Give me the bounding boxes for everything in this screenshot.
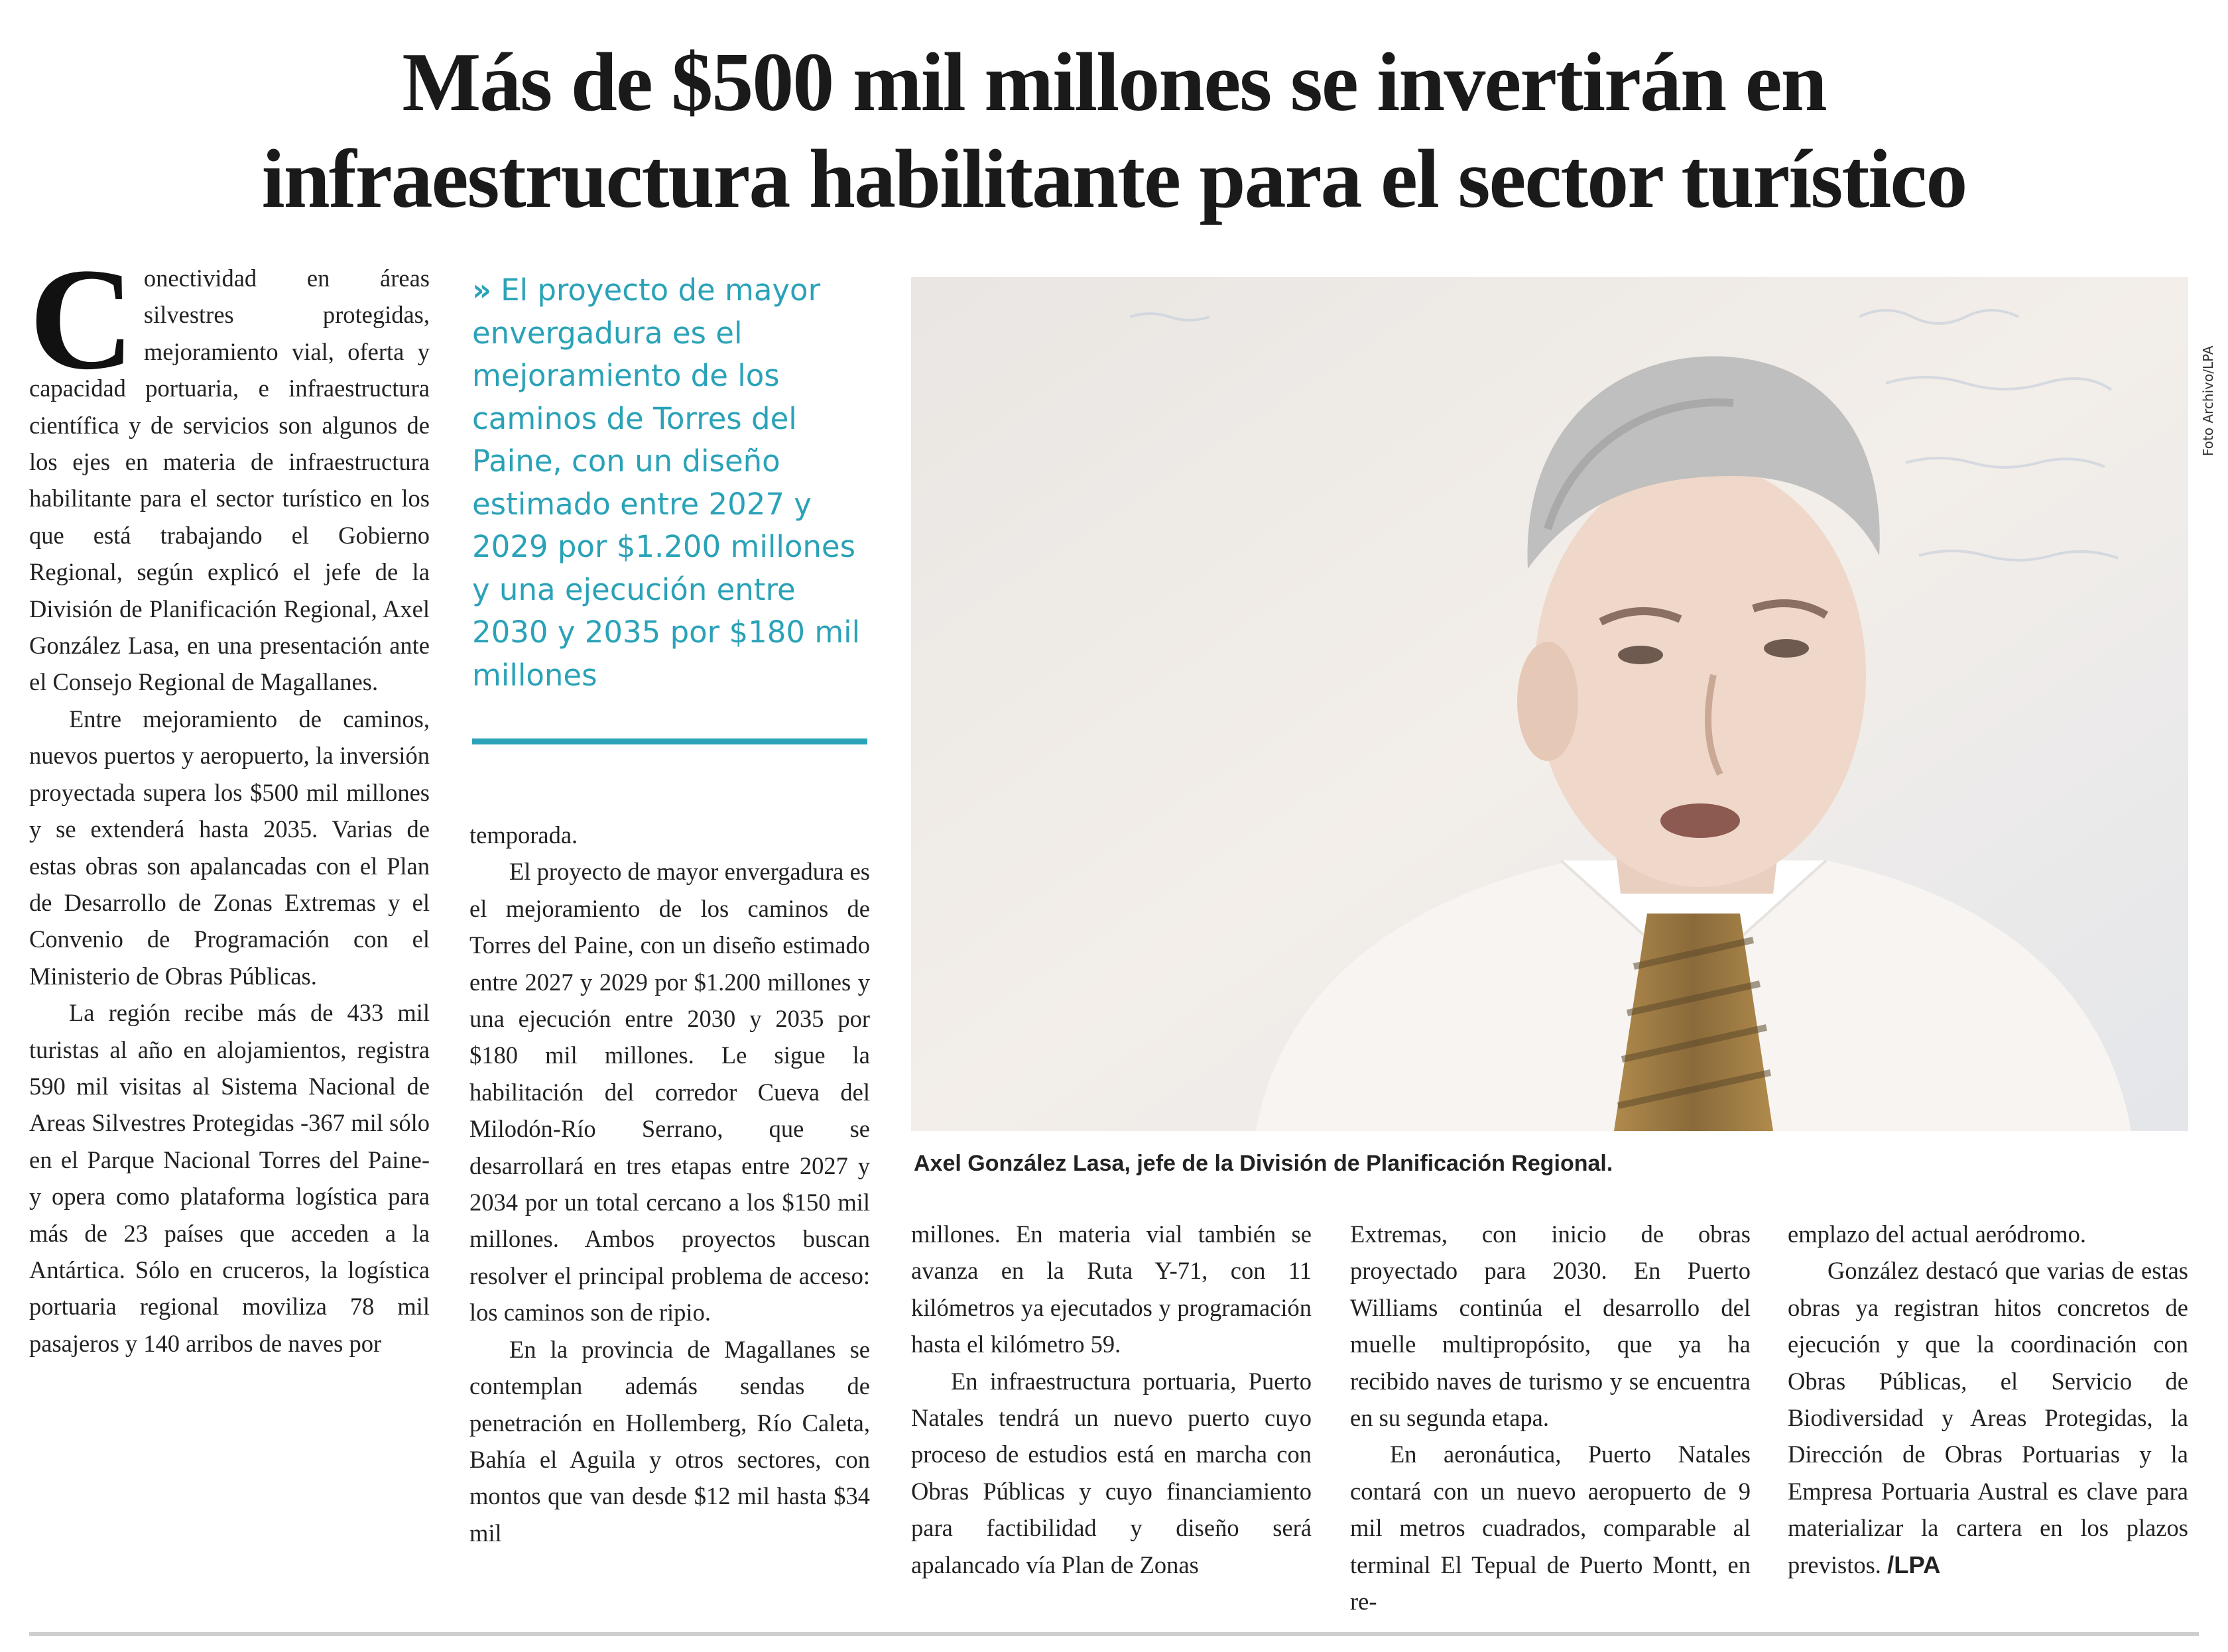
article-column-1 — [29, 238, 430, 1362]
article-column-2 — [469, 817, 870, 1551]
bottom-rule — [29, 1632, 2199, 1636]
paragraph: En la provincia de Magallanes se contemplan además sendas de penetración en Hollemberg, Río Caleta, Bahía el Aguila y otros sectores, con montos que van desde $12 mil hasta $34 mil — [469, 1335, 870, 1547]
pull-quote-text: El proyecto de mayor envergadura es el mejoramiento de los caminos de Torres del Paine, con un diseño estimado entre 2027 y 2029 por $1.200 millones y una ejecución entre 2030 y 2035 por $180 mil millones — [472, 272, 861, 693]
paragraph-text: onectividad en áreas silvestres protegidas, mejoramiento vial, oferta y capacidad portuaria, e infraestructura científica y de servicios son algunos de los ejes en materia de infraestructura habilitante para el sector turístico en los que está trabajando el Gobierno Regional, según explicó el jefe de la División de Planificación Regional, Axel González Lasa, en una presentación ante el Consejo Regional de Magallanes. — [29, 265, 430, 696]
photo-caption: Axel González Lasa, jefe de la División de Planificación Regional. — [914, 1151, 1613, 1176]
paragraph: Extremas, con inicio de obras proyectado para 2030. En Puerto Williams continúa el desarrollo del muelle multipropósito, que ya ha recibido naves de turismo y se encuentra en su segunda etapa. — [1350, 1220, 1751, 1432]
paragraph: En aeronáutica, Puerto Natales contará con un nuevo aeropuerto de 9 mil metros cuadrados, comparable al terminal El Tepual de Puerto Montt, en re- — [1350, 1441, 1751, 1616]
paragraph — [29, 238, 430, 701]
paragraph — [1788, 1252, 2188, 1583]
paragraph: La región recibe más de 433 mil turistas al año en alojamientos, registra 590 mil visitas al Sistema Nacional de Areas Silvestres Protegidas -367 mil sólo en el Parque Nacional Torres del Paine- y opera como plataforma logística para más de 23 países que acceden a la Antártica. Sólo en cruceros, la logística portuaria regional moviliza 78 mil pasajeros y 140 arribos de naves por — [29, 999, 430, 1357]
drop-cap: C — [29, 238, 135, 400]
double-chevron-icon: » — [472, 272, 487, 308]
portrait-photo — [911, 277, 2188, 1131]
headline — [53, 34, 2175, 228]
paragraph: millones. En materia vial también se avanza en la Ruta Y-71, con 11 kilómetros ya ejecutados y programación hasta el kilómetro 59. — [911, 1220, 1312, 1358]
paragraph-text: González destacó que varias de estas obras ya registran hitos concretos de ejecución y que la coordinación con Obras Públicas, el Servicio de Biodiversidad y Areas Protegidas, la Dirección de Obras Portuarias y la Empresa Portuaria Austral es clave para materializar la cartera en los plazos previstos. — [1788, 1257, 2188, 1578]
headline-line-1: Más de $500 mil millones se invertirán en — [402, 36, 1826, 129]
paragraph: En infraestructura portuaria, Puerto Natales tendrá un nuevo puerto cuyo proceso de estudios está en marcha con Obras Públicas y cuyo financiamiento para factibilidad y diseño será apalancado vía Plan de Zonas — [911, 1367, 1312, 1578]
article-column-3 — [911, 1216, 1312, 1583]
portrait-illustration — [911, 277, 2188, 1131]
pull-quote — [472, 269, 867, 697]
headline-line-2: infraestructura habilitante para el sector turístico — [261, 133, 1967, 225]
paragraph: Entre mejoramiento de caminos, nuevos puertos y aeropuerto, la inversión proyectada supera los $500 mil millones y se extenderá hasta 2035. Varias de estas obras son apalancadas con el Plan de Desarrollo de Zonas Extremas y el Convenio de Programación con el Ministerio de Obras Públicas. — [29, 705, 430, 990]
article-column-5 — [1788, 1216, 2188, 1583]
paragraph: El proyecto de mayor envergadura es el mejoramiento de los caminos de Torres del Paine, con un diseño estimado entre 2027 y 2029 por $1.200 millones y una ejecución entre 2030 y 2035 por $180 mil millones. Le sigue la habilitación del corredor Cueva del Milodón-Río Serrano, que se desarrollará en tres etapas entre 2027 y 2034 por un total cercano a los $150 mil millones. Ambos proyectos buscan resolver el principal problema de acceso: los caminos son de ripio. — [469, 858, 870, 1327]
photo-credit: Foto Archivo/LPA — [2200, 345, 2216, 456]
paragraph: emplazo del actual aeródromo. — [1788, 1220, 2086, 1248]
paragraph: temporada. — [469, 821, 578, 849]
pull-quote-rule — [472, 738, 867, 744]
article-column-4 — [1350, 1216, 1751, 1620]
signature: /LPA — [1887, 1551, 1941, 1578]
